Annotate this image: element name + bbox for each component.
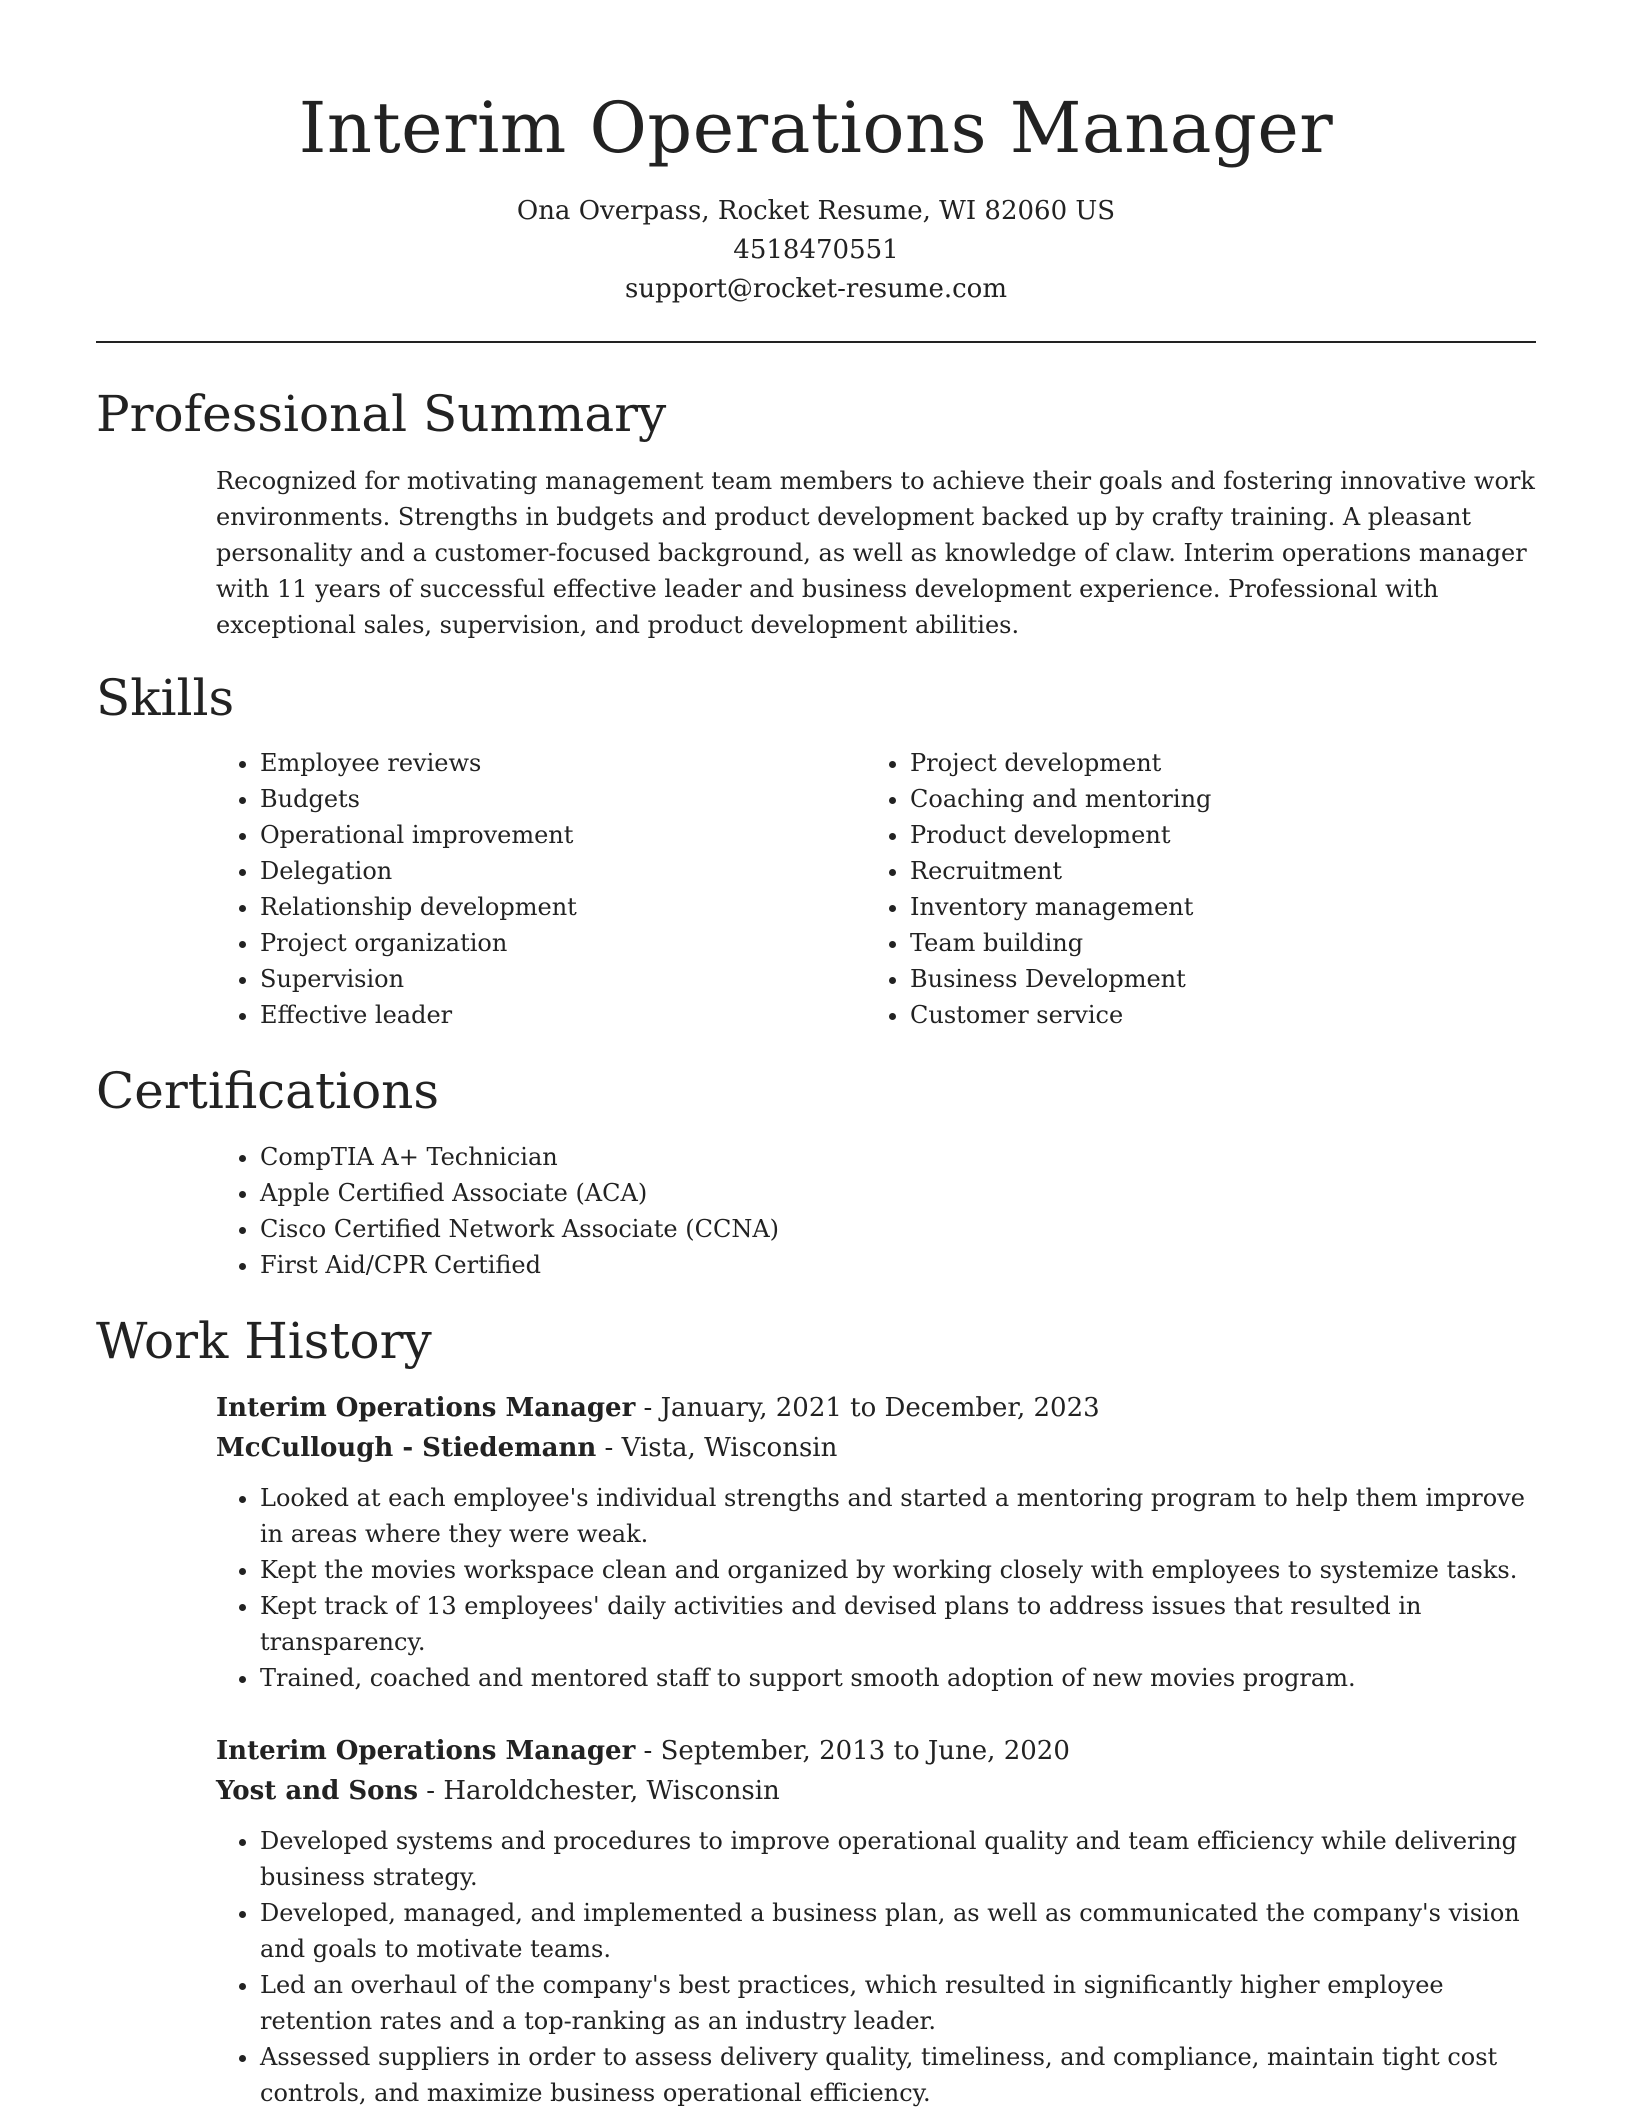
skills-column-right [866,745,1466,1033]
job-company: Yost and Sons [216,1776,418,1806]
job-title-line [216,1388,1541,1428]
phone-number: 4518470551 [733,235,899,265]
job-bullet: • Developed systems and procedures to improve operational quality and team efficiency while delivering business strategy. [260,1823,1541,1895]
candidate-title: Interim Operations Manager [298,87,1334,169]
work-history-heading: Work History [96,1312,432,1370]
job-company: McCullough - Stiedemann [216,1433,597,1463]
job-bullet: • Led an overhaul of the company's best practices, which resulted in significantly higher employee retention rates and a top-ranking as an industry leader. [260,1967,1541,2039]
skill-item: • Project development [910,745,1466,781]
certification-item: • First Aid/CPR Certified [260,1247,1536,1283]
summary-text: Recognized for motivating management team members to achieve their goals and fostering innovative work environments. Strengths in budgets and product development backed up by crafty training. A pleasant personality and a customer-focused background, as well as knowledge of claw. Interim operations manager with 11 years of successful effective leader and business development experience. Professional with exceptional sales, supervision, and product development abilities. [216,467,1535,639]
job-bullets [216,1823,1541,2111]
job-bullet: • Trained, coached and mentored staff to support smooth adoption of new movies program. [260,1660,1541,1696]
job-role: Interim Operations Manager [216,1736,636,1766]
email-address: support@rocket-resume.com [624,274,1007,304]
separator: - [596,1433,622,1463]
job-role: Interim Operations Manager [216,1393,636,1423]
job-dates: September, 2013 to June, 2020 [660,1736,1070,1766]
skill-item: • Budgets [260,781,816,817]
job-bullet: • Kept track of 13 employees' daily activities and devised plans to address issues that resulted in transparency. [260,1588,1541,1660]
header-divider [96,341,1536,343]
job-company-line [216,1428,1541,1468]
certification-item: • CompTIA A+ Technician [260,1139,1536,1175]
skill-item: • Supervision [260,961,816,997]
address-line: Ona Overpass, Rocket Resume, WI 82060 US [516,196,1116,226]
job-company-line [216,1771,1541,1811]
skill-item: • Coaching and mentoring [910,781,1466,817]
skill-item: • Effective leader [260,997,816,1033]
job-bullet: • Assessed suppliers in order to assess delivery quality, timeliness, and compliance, maintain tight cost controls, and maximize business operational efficiency. [260,2039,1541,2111]
certification-item: • Apple Certified Associate (ACA) [260,1175,1536,1211]
skill-item: • Project organization [260,925,816,961]
job-bullet: • Kept the movies workspace clean and organized by working closely with employees to systemize tasks. [260,1552,1541,1588]
skill-item: • Employee reviews [260,745,816,781]
job-bullet: • Looked at each employee's individual strengths and started a mentoring program to help them improve in areas where they were weak. [260,1480,1541,1552]
separator: - [635,1736,661,1766]
job-dates: January, 2021 to December, 2023 [660,1393,1100,1423]
skill-item: • Product development [910,817,1466,853]
contact-block [0,192,1632,309]
separator: - [635,1393,661,1423]
certifications-heading: Certifications [96,1062,440,1120]
certifications-list [216,1139,1536,1283]
summary-heading: Professional Summary [96,385,667,443]
skill-item: • Delegation [260,853,816,889]
job-title-line [216,1731,1541,1771]
job-bullets [216,1480,1541,1696]
separator: - [417,1776,444,1806]
certification-item: • Cisco Certified Network Associate (CCNA) [260,1211,1536,1247]
job-entry [216,1731,1541,2111]
job-entry [216,1388,1541,1696]
job-location: Haroldchester, Wisconsin [443,1776,780,1806]
skill-item: • Business Development [910,961,1466,997]
resume-header [0,0,1632,309]
job-bullet: • Developed, managed, and implemented a business plan, as well as communicated the company's vision and goals to motivate teams. [260,1895,1541,1967]
job-location: Vista, Wisconsin [621,1433,838,1463]
skill-item: • Inventory management [910,889,1466,925]
skill-item: • Customer service [910,997,1466,1033]
skill-item: • Recruitment [910,853,1466,889]
skill-item: • Operational improvement [260,817,816,853]
skills-column-left [216,745,816,1033]
skill-item: • Team building [910,925,1466,961]
skill-item: • Relationship development [260,889,816,925]
skills-heading: Skills [96,669,235,727]
